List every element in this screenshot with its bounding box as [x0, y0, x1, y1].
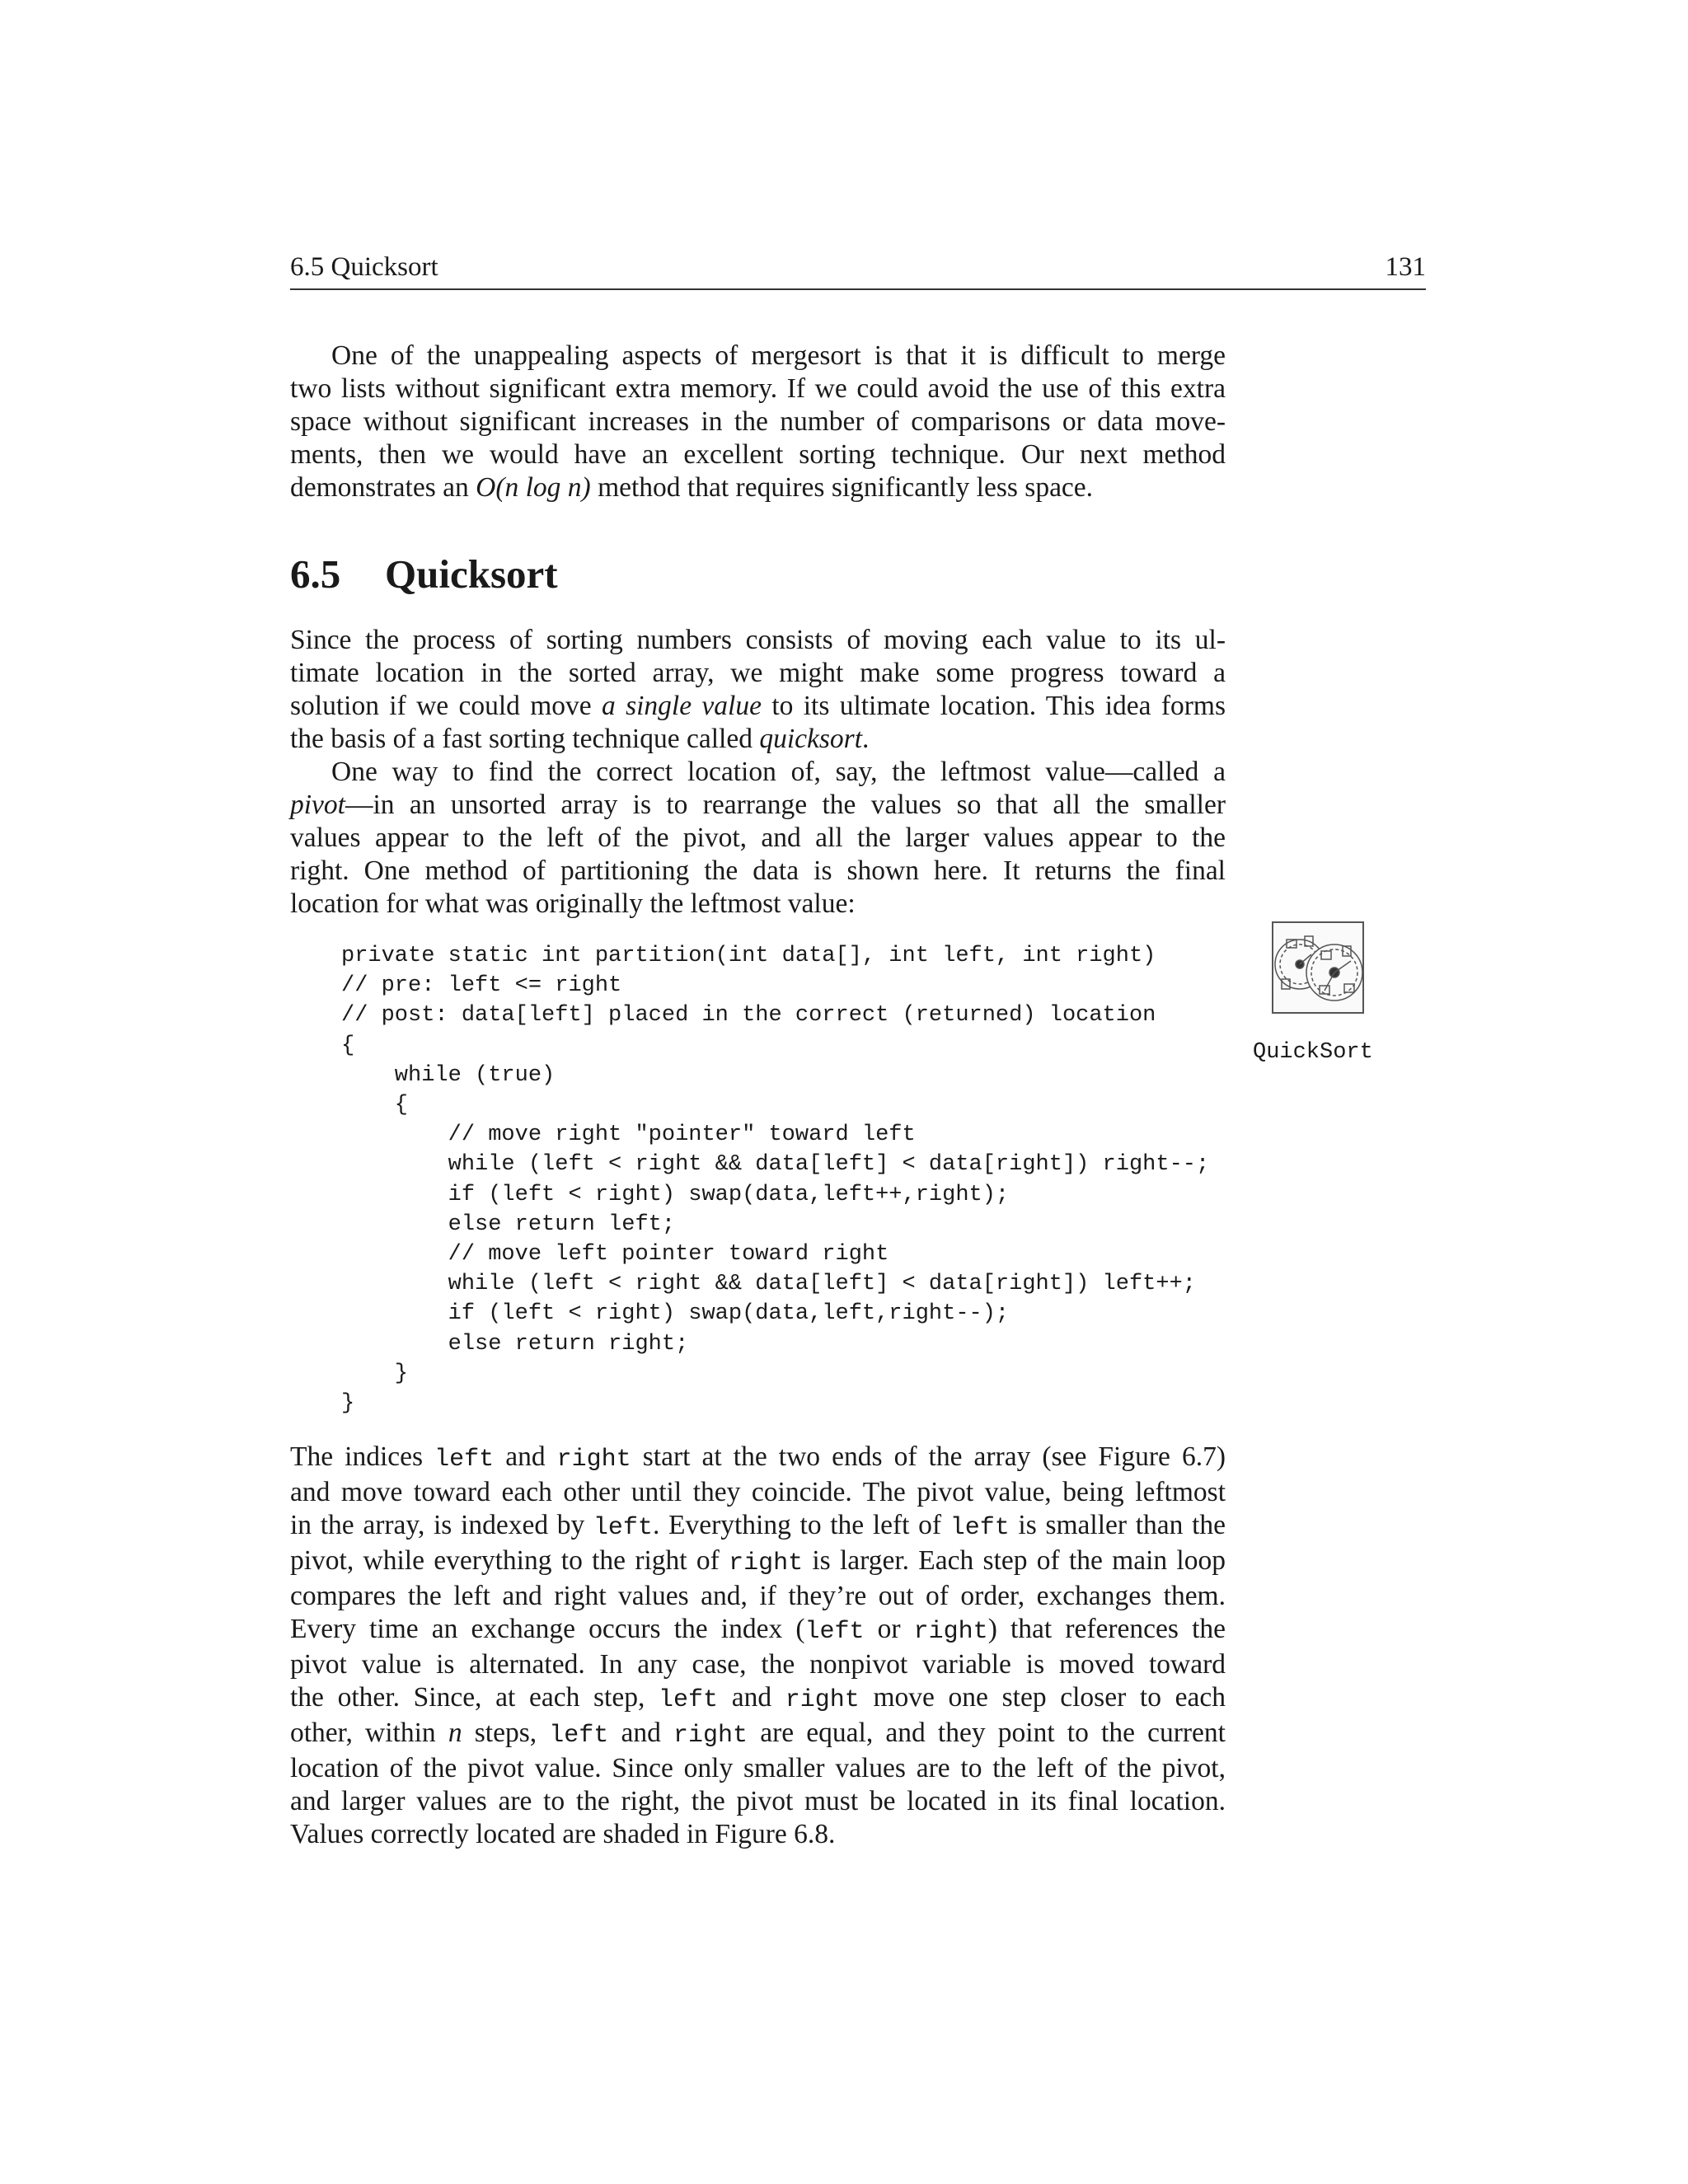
text-line: ments, then we would have an excellent sorting technique. Our next method — [290, 439, 1226, 470]
page-number: 131 — [1385, 252, 1426, 282]
text-line: One of the unappealing aspects of mergesort is that it is difficult to merge — [331, 340, 1226, 371]
text-run: and — [608, 1718, 674, 1748]
emphasis: quicksort — [759, 724, 863, 754]
header-section-title: 6.5 Quicksort — [290, 252, 438, 282]
text-run: and — [718, 1682, 785, 1713]
section-heading — [290, 551, 558, 598]
big-o-formula: O(n log n) — [476, 472, 591, 503]
code-term: left — [950, 1514, 1010, 1542]
code-listing: private static int partition(int data[], int left, int right) // pre: left <= right // post: data[left] placed in the correct (returned) location { while (true) { // move right "pointer" toward left while (left < right && data[left] < data[right]) right--; if (left < right) swap(data,left++,right); else return left; // move left pointer toward right while (left < right && data[left] < data[right]) left++; if (left < right) swap(data,left,right--); else return right; } } — [341, 944, 1210, 1417]
paragraph-1 — [290, 624, 1226, 756]
text-line: two lists without significant extra memory. If we could avoid the use of this extra — [290, 373, 1226, 404]
text-run: The indices — [290, 1441, 435, 1472]
text-run: method that requires significantly less space. — [590, 472, 1094, 503]
code-term: right — [729, 1549, 804, 1577]
section-number: 6.5 — [290, 551, 341, 597]
text-run: Every time an exchange occurs the index ( — [290, 1614, 805, 1644]
text-run: or — [864, 1614, 914, 1644]
text-run: is smaller than the — [1009, 1510, 1226, 1540]
gears-icon-graphic — [1272, 921, 1364, 1014]
text-run: the basis of a fast sorting technique called — [290, 724, 760, 754]
intro-paragraph — [290, 340, 1226, 504]
emphasis: pivot — [290, 790, 345, 820]
text-line: and move toward each other until they coincide. The pivot value, being leftmost — [290, 1477, 1226, 1507]
text-line — [290, 690, 1226, 723]
math-variable: n — [448, 1718, 462, 1748]
code-term: left — [434, 1446, 495, 1474]
code-term: right — [913, 1618, 988, 1646]
text-line: Values correctly located are shaded in Figure 6.8. — [290, 1819, 836, 1849]
text-run: —in an unsorted array is to rearrange the values so that all the smaller — [345, 790, 1226, 820]
text-run: pivot, while everything to the right of — [290, 1545, 729, 1576]
text-run: move one step closer to each — [859, 1682, 1226, 1713]
code-term: left — [549, 1722, 609, 1750]
code-term: right — [673, 1722, 748, 1750]
running-header — [290, 252, 1426, 290]
text-run: is larger. Each step of the main loop — [803, 1545, 1226, 1576]
text-line: pivot value is alternated. In any case, the nonpivot variable is moved toward — [290, 1649, 1226, 1680]
text-line — [290, 1613, 1226, 1648]
text-run: start at the two ends of the array (see Figure 6.7) — [631, 1441, 1226, 1472]
text-line: Since the process of sorting numbers consists of moving each value to its ul- — [290, 625, 1226, 655]
paragraph-3 — [290, 1441, 1226, 1851]
text-run: demonstrates an — [290, 472, 476, 503]
text-line — [290, 1681, 1226, 1717]
text-line: location for what was originally the leftmost value: — [290, 888, 856, 919]
text-line: and larger values are to the right, the pivot must be located in its final location. — [290, 1786, 1226, 1816]
text-run: . Everything to the left of — [652, 1510, 950, 1540]
text-line — [290, 723, 1226, 756]
text-run: and — [494, 1441, 557, 1472]
text-run: ) that references the — [987, 1614, 1226, 1644]
text-line: compares the left and right values and, if they’re out of order, exchanges them. — [290, 1581, 1226, 1611]
code-term: right — [556, 1446, 631, 1474]
text-line: location of the pivot value. Since only smaller values are to the left of the pivot, — [290, 1753, 1226, 1783]
text-line: right. One method of partitioning the data is shown here. It returns the final — [290, 855, 1226, 886]
text-run: . — [862, 724, 870, 754]
text-line — [290, 1544, 1226, 1580]
text-line — [290, 1509, 1226, 1544]
text-line — [290, 471, 1226, 504]
text-line — [290, 1717, 1226, 1752]
text-line — [290, 1441, 1226, 1476]
code-term: left — [804, 1618, 865, 1646]
text-run: to its ultimate location. This idea forms — [761, 691, 1226, 721]
code-term: left — [593, 1514, 653, 1542]
text-line: space without significant increases in the number of comparisons or data move- — [290, 406, 1226, 437]
text-run: solution if we could move — [290, 691, 602, 721]
code-term: right — [785, 1686, 860, 1714]
code-term: left — [659, 1686, 719, 1714]
text-run: are equal, and they point to the current — [748, 1718, 1226, 1748]
emphasis: a single value — [602, 691, 762, 721]
paragraph-2 — [290, 756, 1226, 921]
gears-icon — [1272, 921, 1364, 1014]
text-line — [290, 789, 1226, 822]
icon-label: QuickSort — [1253, 1040, 1373, 1065]
text-run: in the array, is indexed by — [290, 1510, 593, 1540]
text-run: the other. Since, at each step, — [290, 1682, 659, 1713]
section-title: Quicksort — [385, 551, 558, 597]
text-run: other, within — [290, 1718, 448, 1748]
text-line: One way to find the correct location of, say, the leftmost value—called a — [331, 757, 1226, 787]
text-line: timate location in the sorted array, we might make some progress toward a — [290, 658, 1226, 688]
text-run: steps, — [462, 1718, 550, 1748]
text-line: values appear to the left of the pivot, and all the larger values appear to the — [290, 823, 1226, 853]
